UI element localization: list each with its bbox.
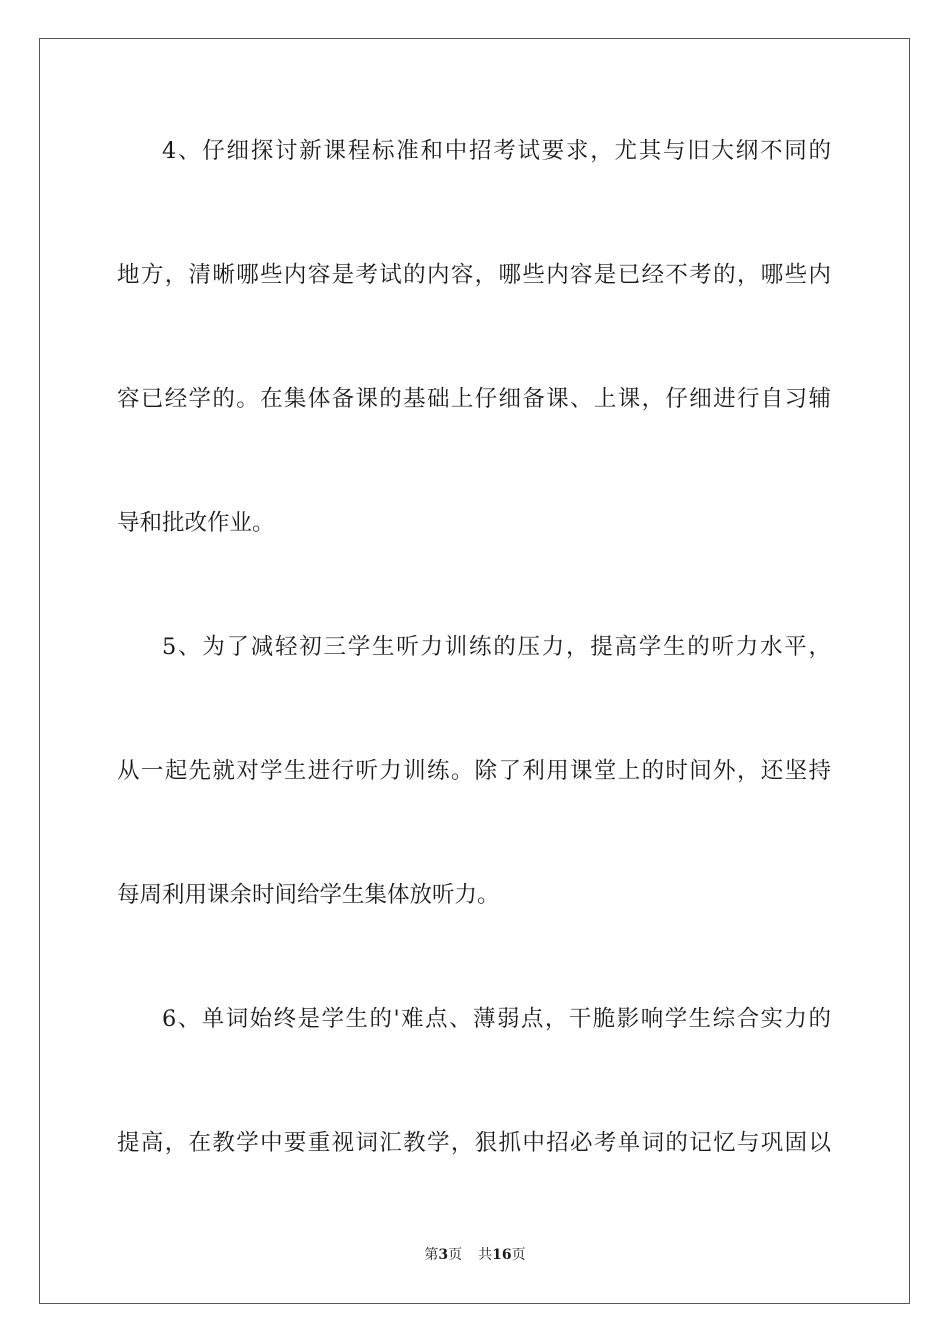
paragraph-2-line-2: 从一起先就对学生进行听力训练。除了利用课堂上的时间外，还坚持 <box>117 758 831 784</box>
paragraph-2-line-3: 每周利用课余时间给学生集体放听力。 <box>117 882 500 908</box>
footer-page-total: 16 <box>492 1247 512 1263</box>
footer-total-prefix: 共 <box>478 1247 493 1263</box>
page-footer <box>0 1246 950 1264</box>
paragraph-2-line-1: 5、为了减轻初三学生听力训练的压力，提高学生的听力水平， <box>162 634 831 660</box>
paragraph-1-line-4: 导和批改作业。 <box>117 510 275 536</box>
footer-page-prefix: 第 <box>424 1247 439 1263</box>
page-border <box>39 38 910 1304</box>
paragraph-3-line-1: 6、单词始终是学生的'难点、薄弱点，干脆影响学生综合实力的 <box>162 1006 831 1032</box>
paragraph-3-line-2: 提高，在教学中要重视词汇教学，狠抓中招必考单词的记忆与巩固以 <box>117 1130 831 1156</box>
paragraph-1-line-3: 容已经学的。在集体备课的基础上仔细备课、上课，仔细进行自习辅 <box>117 386 831 412</box>
footer-page-suffix: 页 <box>448 1247 463 1263</box>
paragraph-1-line-1: 4、仔细探讨新课程标准和中招考试要求，尤其与旧大纲不同的 <box>162 138 831 164</box>
paragraph-1-line-2: 地方，清晰哪些内容是考试的内容，哪些内容是已经不考的，哪些内 <box>117 262 831 288</box>
footer-page-current: 3 <box>438 1247 449 1263</box>
footer-total-suffix: 页 <box>511 1247 526 1263</box>
